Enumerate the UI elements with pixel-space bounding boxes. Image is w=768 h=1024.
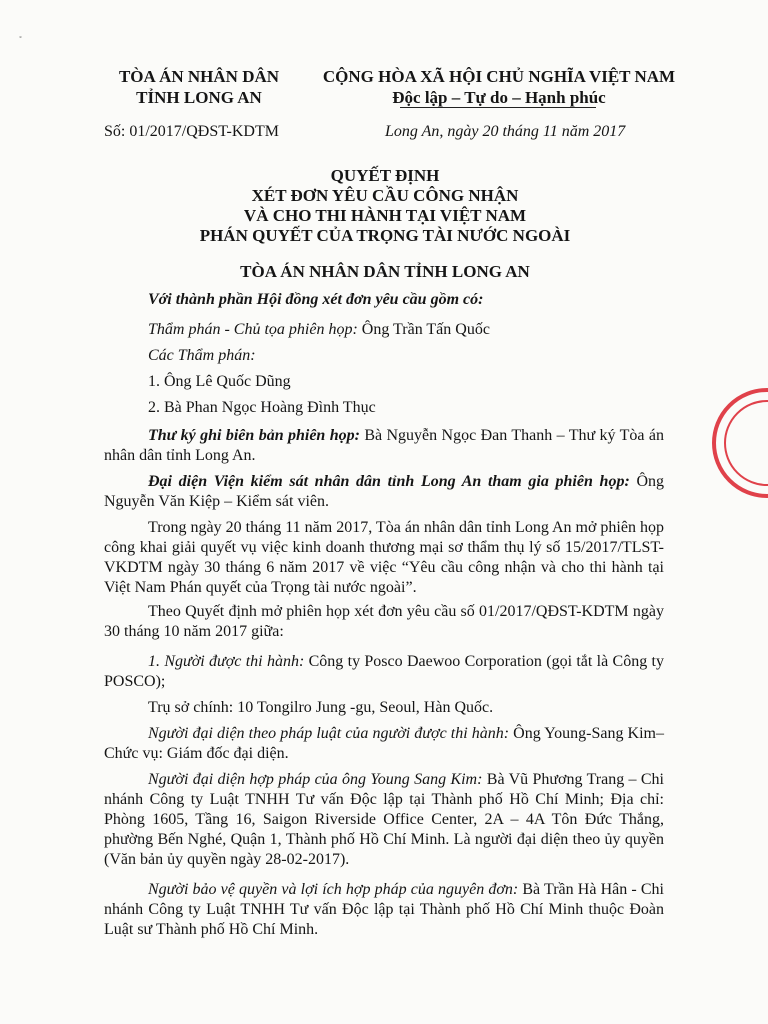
judge-2: 2. Bà Phan Ngọc Hoàng Đình Thục <box>148 399 376 416</box>
paragraph-authorized-rep <box>104 770 664 870</box>
protector-label: Người bảo vệ quyền và lợi ích hợp pháp của nguyên đơn: <box>148 881 519 898</box>
authorized-rep-label: Người đại diện hợp pháp của ông Young Sang Kim: <box>148 771 483 788</box>
title-line2: XÉT ĐƠN YÊU CẦU CÔNG NHẬN <box>251 186 519 205</box>
presiding-label: Thẩm phán - Chủ tọa phiên họp: <box>148 321 358 338</box>
procuracy-info <box>104 472 664 512</box>
procuracy-text: Ông Nguyễn Văn Kiệp – Kiểm sát viên. <box>104 473 665 510</box>
presiding-judge <box>104 320 664 340</box>
title-line1: QUYẾT ĐỊNH <box>330 166 440 185</box>
paragraph-protector <box>104 880 664 940</box>
legal-rep-label: Người đại diện theo pháp luật của người được thi hành: <box>148 725 510 742</box>
court-name-line1: TÒA ÁN NHÂN DÂN <box>118 67 280 86</box>
national-motto-block <box>304 66 694 108</box>
paragraph-party <box>104 652 664 692</box>
scan-mark-icon: ˟ <box>18 36 23 47</box>
protector-text: Bà Trần Hà Hân - Chi nhánh Công ty Luật TNHH Tư vấn Độc lập tại Thành phố Hồ Chí Minh thuộc Đoàn Luật sư Thành phố Hồ Chí Minh. <box>104 881 664 938</box>
motto-underline <box>400 107 596 108</box>
stamp-inner-ring <box>724 400 768 486</box>
nation-motto: Độc lập – Tự do – Hạnh phúc <box>392 88 606 107</box>
party-label: 1. Người được thi hành: <box>148 653 305 670</box>
court-seal-stamp <box>712 388 768 498</box>
paragraph-headquarters: Trụ sở chính: 10 Tongilro Jung -gu, Seoul, Hàn Quốc. <box>148 699 494 716</box>
title-line4: PHÁN QUYẾT CỦA TRỌNG TÀI NƯỚC NGOÀI <box>199 226 571 245</box>
paragraph-hearing: Trong ngày 20 tháng 11 năm 2017, Tòa án nhân dân tỉnh Long An mở phiên họp công khai giải quyết vụ việc kinh doanh thương mại sơ thẩm thụ lý số 15/2017/TLST-VKDTM ngày 30 tháng 6 năm 2017 về việc “Yêu cầu công nhận và cho thi hành tại Việt Nam Phán quyết của Trọng tài nước ngoài”. <box>104 519 664 596</box>
clerk-text: Bà Nguyễn Ngọc Đan Thanh – Thư ký Tòa án nhân dân tỉnh Long An. <box>104 427 665 464</box>
paragraph-legal-rep <box>104 724 664 764</box>
court-name-line2: TỈNH LONG AN <box>136 88 262 107</box>
judges-label: Các Thẩm phán: <box>148 347 256 364</box>
presiding-name: Ông Trần Tấn Quốc <box>357 321 490 338</box>
nation-name: CỘNG HÒA XÃ HỘI CHỦ NGHĨA VIỆT NAM <box>322 67 676 86</box>
legal-rep-text: Ông Young-Sang Kim– Chức vụ: Giám đốc đại diện. <box>104 725 665 762</box>
court-name-block <box>84 66 314 108</box>
decision-title <box>120 166 650 246</box>
paragraph-decision-ref: Theo Quyết định mở phiên họp xét đơn yêu cầu số 01/2017/QĐST-KDTM ngày 30 tháng 10 năm 2017 giữa: <box>104 603 664 640</box>
court-heading: TÒA ÁN NHÂN DÂN TỈNH LONG AN <box>240 262 530 281</box>
authorized-rep-text: Bà Vũ Phương Trang – Chi nhánh Công ty Luật TNHH Tư vấn Độc lập tại Thành phố Hồ Chí Minh; Địa chỉ: Phòng 1605, Tầng 16, Saigon Riverside Office Center, 2A – 4A Tôn Đức Thắng, phường Bến Nghé, Quận 1, Thành phố Hồ Chí Minh. Là người đại diện theo ủy quyền (Văn bản ủy quyền ngày 28-02-2017). <box>104 771 664 868</box>
document-number: Số: 01/2017/QĐST-KDTM <box>104 123 279 140</box>
judge-1: 1. Ông Lê Quốc Dũng <box>148 373 291 390</box>
panel-intro: Với thành phần Hội đồng xét đơn yêu cầu gồm có: <box>148 291 484 308</box>
party-text: Công ty Posco Daewoo Corporation (gọi tắt là Công ty POSCO); <box>104 653 665 690</box>
document-date: Long An, ngày 20 tháng 11 năm 2017 <box>385 123 626 140</box>
clerk-info <box>104 426 664 466</box>
clerk-label: Thư ký ghi biên bản phiên họp: <box>148 427 360 444</box>
procuracy-label: Đại diện Viện kiểm sát nhân dân tỉnh Long An tham gia phiên họp: <box>148 473 630 490</box>
title-line3: VÀ CHO THI HÀNH TẠI VIỆT NAM <box>243 206 527 225</box>
